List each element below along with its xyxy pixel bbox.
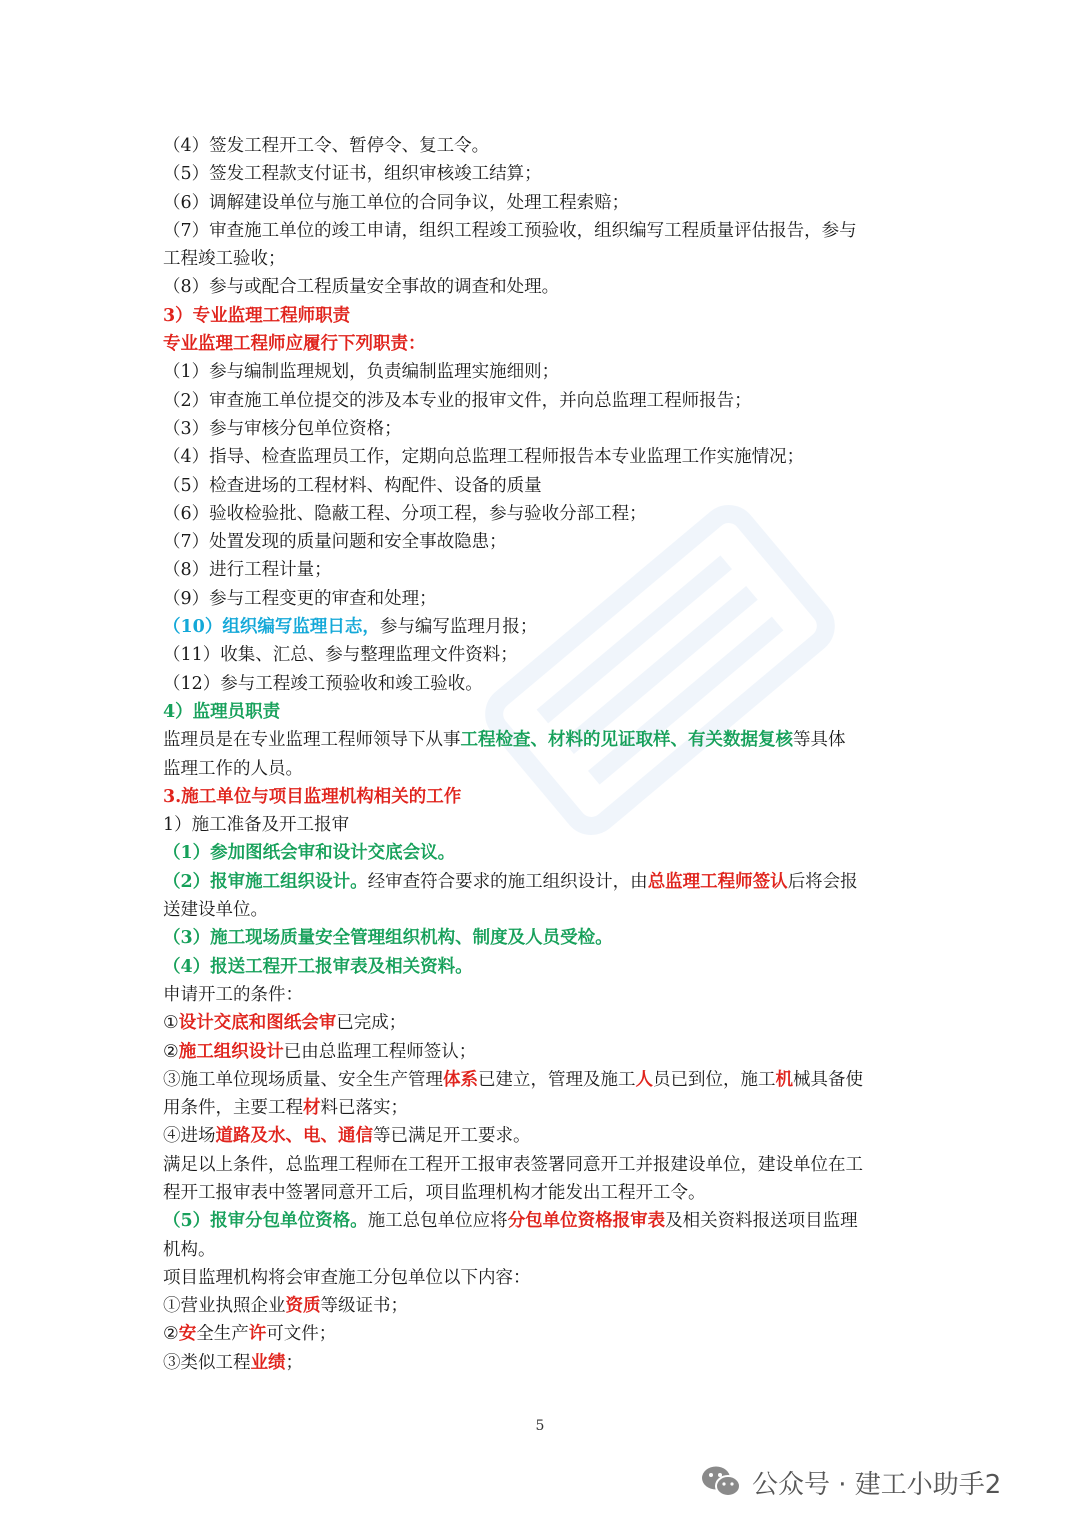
body-text: 等级证书； xyxy=(320,1296,408,1317)
body-text: （5）签发工程款支付证书，组织审核竣工结算； xyxy=(163,164,542,185)
text-line xyxy=(163,839,923,867)
text-line xyxy=(163,1236,923,1264)
text-line xyxy=(163,443,923,471)
highlighted-text: 施工组织设计 xyxy=(178,1041,284,1062)
body-text: （3）参与审核分包单位资格； xyxy=(163,418,402,439)
body-text: 后将会报 xyxy=(787,871,858,892)
body-text: （2）审查施工单位提交的涉及本专业的报审文件，并向总监理工程师报告； xyxy=(163,390,752,411)
text-line xyxy=(163,783,923,811)
text-line xyxy=(163,726,923,754)
text-line xyxy=(163,160,923,188)
body-text: （6）调解建设单位与施工单位的合同争议，处理工程索赔； xyxy=(163,192,630,213)
body-text: （12）参与工程竣工预验收和竣工验收。 xyxy=(163,673,483,694)
body-text: ③施工单位现场质量、安全生产管理 xyxy=(163,1069,443,1090)
body-text: （7）处置发现的质量问题和安全事故隐患； xyxy=(163,532,507,553)
body-text: 及相关资料报送项目监理 xyxy=(665,1211,858,1232)
highlighted-text: （1）参加图纸会审和设计交底会议。 xyxy=(163,843,456,864)
document-body xyxy=(163,132,923,1377)
highlighted-text: 许 xyxy=(248,1324,267,1345)
body-text: （9）参与工程变更的审查和处理； xyxy=(163,588,437,609)
body-text: 送建设单位。 xyxy=(163,900,268,921)
body-text: 监理工作的人员。 xyxy=(163,758,303,779)
body-text: 施工总包单位应将 xyxy=(367,1211,508,1232)
body-text: 等具体 xyxy=(793,730,846,751)
body-text: 满足以上条件，总监理工程师在工程开工报审表签署同意开工并报建设单位，建设单位在工 xyxy=(163,1154,863,1175)
body-text: 可文件； xyxy=(266,1324,337,1345)
highlighted-text: 总监理工程师签认 xyxy=(647,871,788,892)
highlighted-text: 机 xyxy=(775,1069,793,1090)
body-text: 已由总监理工程师签认； xyxy=(283,1041,477,1062)
highlighted-text: 人 xyxy=(635,1069,653,1090)
body-text: ② xyxy=(163,1041,179,1062)
text-line xyxy=(163,896,923,924)
body-text: （6）验收检验批、隐蔽工程、分项工程，参与验收分部工程； xyxy=(163,503,647,524)
body-text: （7）审查施工单位的竣工申请，组织工程竣工预验收，组织编写工程质量评估报告，参与 xyxy=(163,220,857,241)
text-line xyxy=(163,1207,923,1235)
text-line xyxy=(163,500,923,528)
text-line xyxy=(163,1122,923,1150)
text-line xyxy=(163,868,923,896)
body-text: 监理员是在专业监理工程师领导下从事 xyxy=(163,730,461,751)
text-line xyxy=(163,670,923,698)
body-text: 工程竣工验收； xyxy=(163,249,286,270)
text-line xyxy=(163,387,923,415)
body-text: 已完成； xyxy=(336,1013,407,1034)
body-text: 械具备使 xyxy=(793,1069,863,1090)
text-line xyxy=(163,641,923,669)
body-text: ① xyxy=(163,1013,179,1034)
body-text: ①营业执照企业 xyxy=(163,1296,286,1317)
text-line xyxy=(163,924,923,952)
highlighted-text: （4）报送工程开工报审表及相关资料。 xyxy=(163,956,473,977)
highlighted-text: 组织编写监理日志， xyxy=(222,617,380,638)
text-line xyxy=(163,953,923,981)
highlighted-text: 道路及水、电、通信 xyxy=(215,1126,373,1147)
body-text: （8）参与或配合工程质量安全事故的调查和处理。 xyxy=(163,277,560,298)
page-number: 5 xyxy=(535,1418,545,1434)
body-text: 项目监理机构将会审查施工分包单位以下内容： xyxy=(163,1267,531,1288)
text-line xyxy=(163,472,923,500)
wechat-icon xyxy=(700,1464,742,1500)
text-line xyxy=(163,189,923,217)
text-line xyxy=(163,1066,923,1094)
text-line xyxy=(163,330,923,358)
text-line xyxy=(163,1320,923,1348)
body-text: ③类似工程 xyxy=(163,1352,251,1373)
highlighted-text: 设计交底和图纸会审 xyxy=(178,1013,337,1034)
body-text: ④进场 xyxy=(163,1126,216,1147)
highlighted-text: 安 xyxy=(178,1324,197,1345)
text-line xyxy=(163,358,923,386)
body-text: （11）收集、汇总、参与整理监理文件资料； xyxy=(163,645,518,666)
text-line xyxy=(163,613,923,641)
highlighted-text: 专业监理工程师应履行下列职责： xyxy=(163,334,426,355)
body-text: 经审查符合要求的施工组织设计，由 xyxy=(367,871,648,892)
text-line xyxy=(163,528,923,556)
body-text: （4）签发工程开工令、暂停令、复工令。 xyxy=(163,136,490,156)
highlighted-text: 业绩 xyxy=(250,1352,286,1373)
text-line xyxy=(163,1009,923,1037)
body-text: （5）检查进场的工程材料、构配件、设备的质量 xyxy=(163,475,542,496)
text-line xyxy=(163,273,923,301)
highlighted-text: 工程检查、材料的见证取样、有关数据复核 xyxy=(460,730,793,751)
body-text: ； xyxy=(285,1352,303,1373)
text-line xyxy=(163,1179,923,1207)
text-line xyxy=(163,217,923,245)
text-line xyxy=(163,1349,923,1377)
highlighted-text: 3）专业监理工程师职责 xyxy=(163,305,351,326)
body-text: 申请开工的条件： xyxy=(163,984,303,1005)
body-text: 全生产 xyxy=(196,1324,249,1345)
highlighted-text: （3）施工现场质量安全管理组织机构、制度及人员受检。 xyxy=(163,928,613,949)
body-text: （4）指导、检查监理员工作，定期向总监理工程师报告本专业监理工作实施情况； xyxy=(163,447,805,468)
text-line xyxy=(163,1151,923,1179)
text-line xyxy=(163,1094,923,1122)
highlighted-text: （5）报审分包单位资格。 xyxy=(163,1211,368,1232)
body-text: 1）施工准备及开工报审 xyxy=(163,815,350,836)
text-line xyxy=(163,556,923,584)
footer-brand xyxy=(700,1460,1001,1504)
text-line xyxy=(163,245,923,273)
highlighted-text: 体系 xyxy=(443,1069,478,1090)
footer-brand-text: 公众号 · 建工小助手2 xyxy=(752,1469,1002,1500)
body-text: 程开工报审表中签署同意开工后，项目监理机构才能发出工程开工令。 xyxy=(163,1182,706,1203)
highlighted-text: 3.施工单位与项目监理机构相关的工作 xyxy=(163,786,462,807)
body-text: （1）参与编制监理规划，负责编制监理实施细则； xyxy=(163,362,560,383)
body-text: 参与编写监理月报； xyxy=(379,617,538,638)
body-text: 已建立，管理及施工 xyxy=(478,1069,636,1090)
text-line xyxy=(163,585,923,613)
highlighted-text: 分包单位资格报审表 xyxy=(507,1211,666,1232)
text-line xyxy=(163,981,923,1009)
body-text: 机构。 xyxy=(163,1239,216,1260)
body-text: 等已满足开工要求。 xyxy=(373,1126,531,1147)
text-line xyxy=(163,1264,923,1292)
body-text: 料已落实； xyxy=(320,1098,408,1119)
text-line xyxy=(163,698,923,726)
text-line xyxy=(163,415,923,443)
text-line xyxy=(163,811,923,839)
highlighted-text: 材 xyxy=(303,1098,321,1119)
highlighted-text: （10） xyxy=(163,617,223,638)
highlighted-text: （2）报审施工组织设计。 xyxy=(163,871,368,892)
text-line xyxy=(163,755,923,783)
body-text: ② xyxy=(163,1324,179,1345)
highlighted-text: 4）监理员职责 xyxy=(163,701,281,722)
body-text: （8）进行工程计量； xyxy=(163,560,332,581)
body-text: 用条件，主要工程 xyxy=(163,1098,303,1119)
text-line xyxy=(163,1292,923,1320)
text-line xyxy=(163,132,923,160)
text-line xyxy=(163,1038,923,1066)
body-text: 员已到位，施工 xyxy=(653,1069,776,1090)
text-line xyxy=(163,302,923,330)
highlighted-text: 资质 xyxy=(285,1296,321,1317)
